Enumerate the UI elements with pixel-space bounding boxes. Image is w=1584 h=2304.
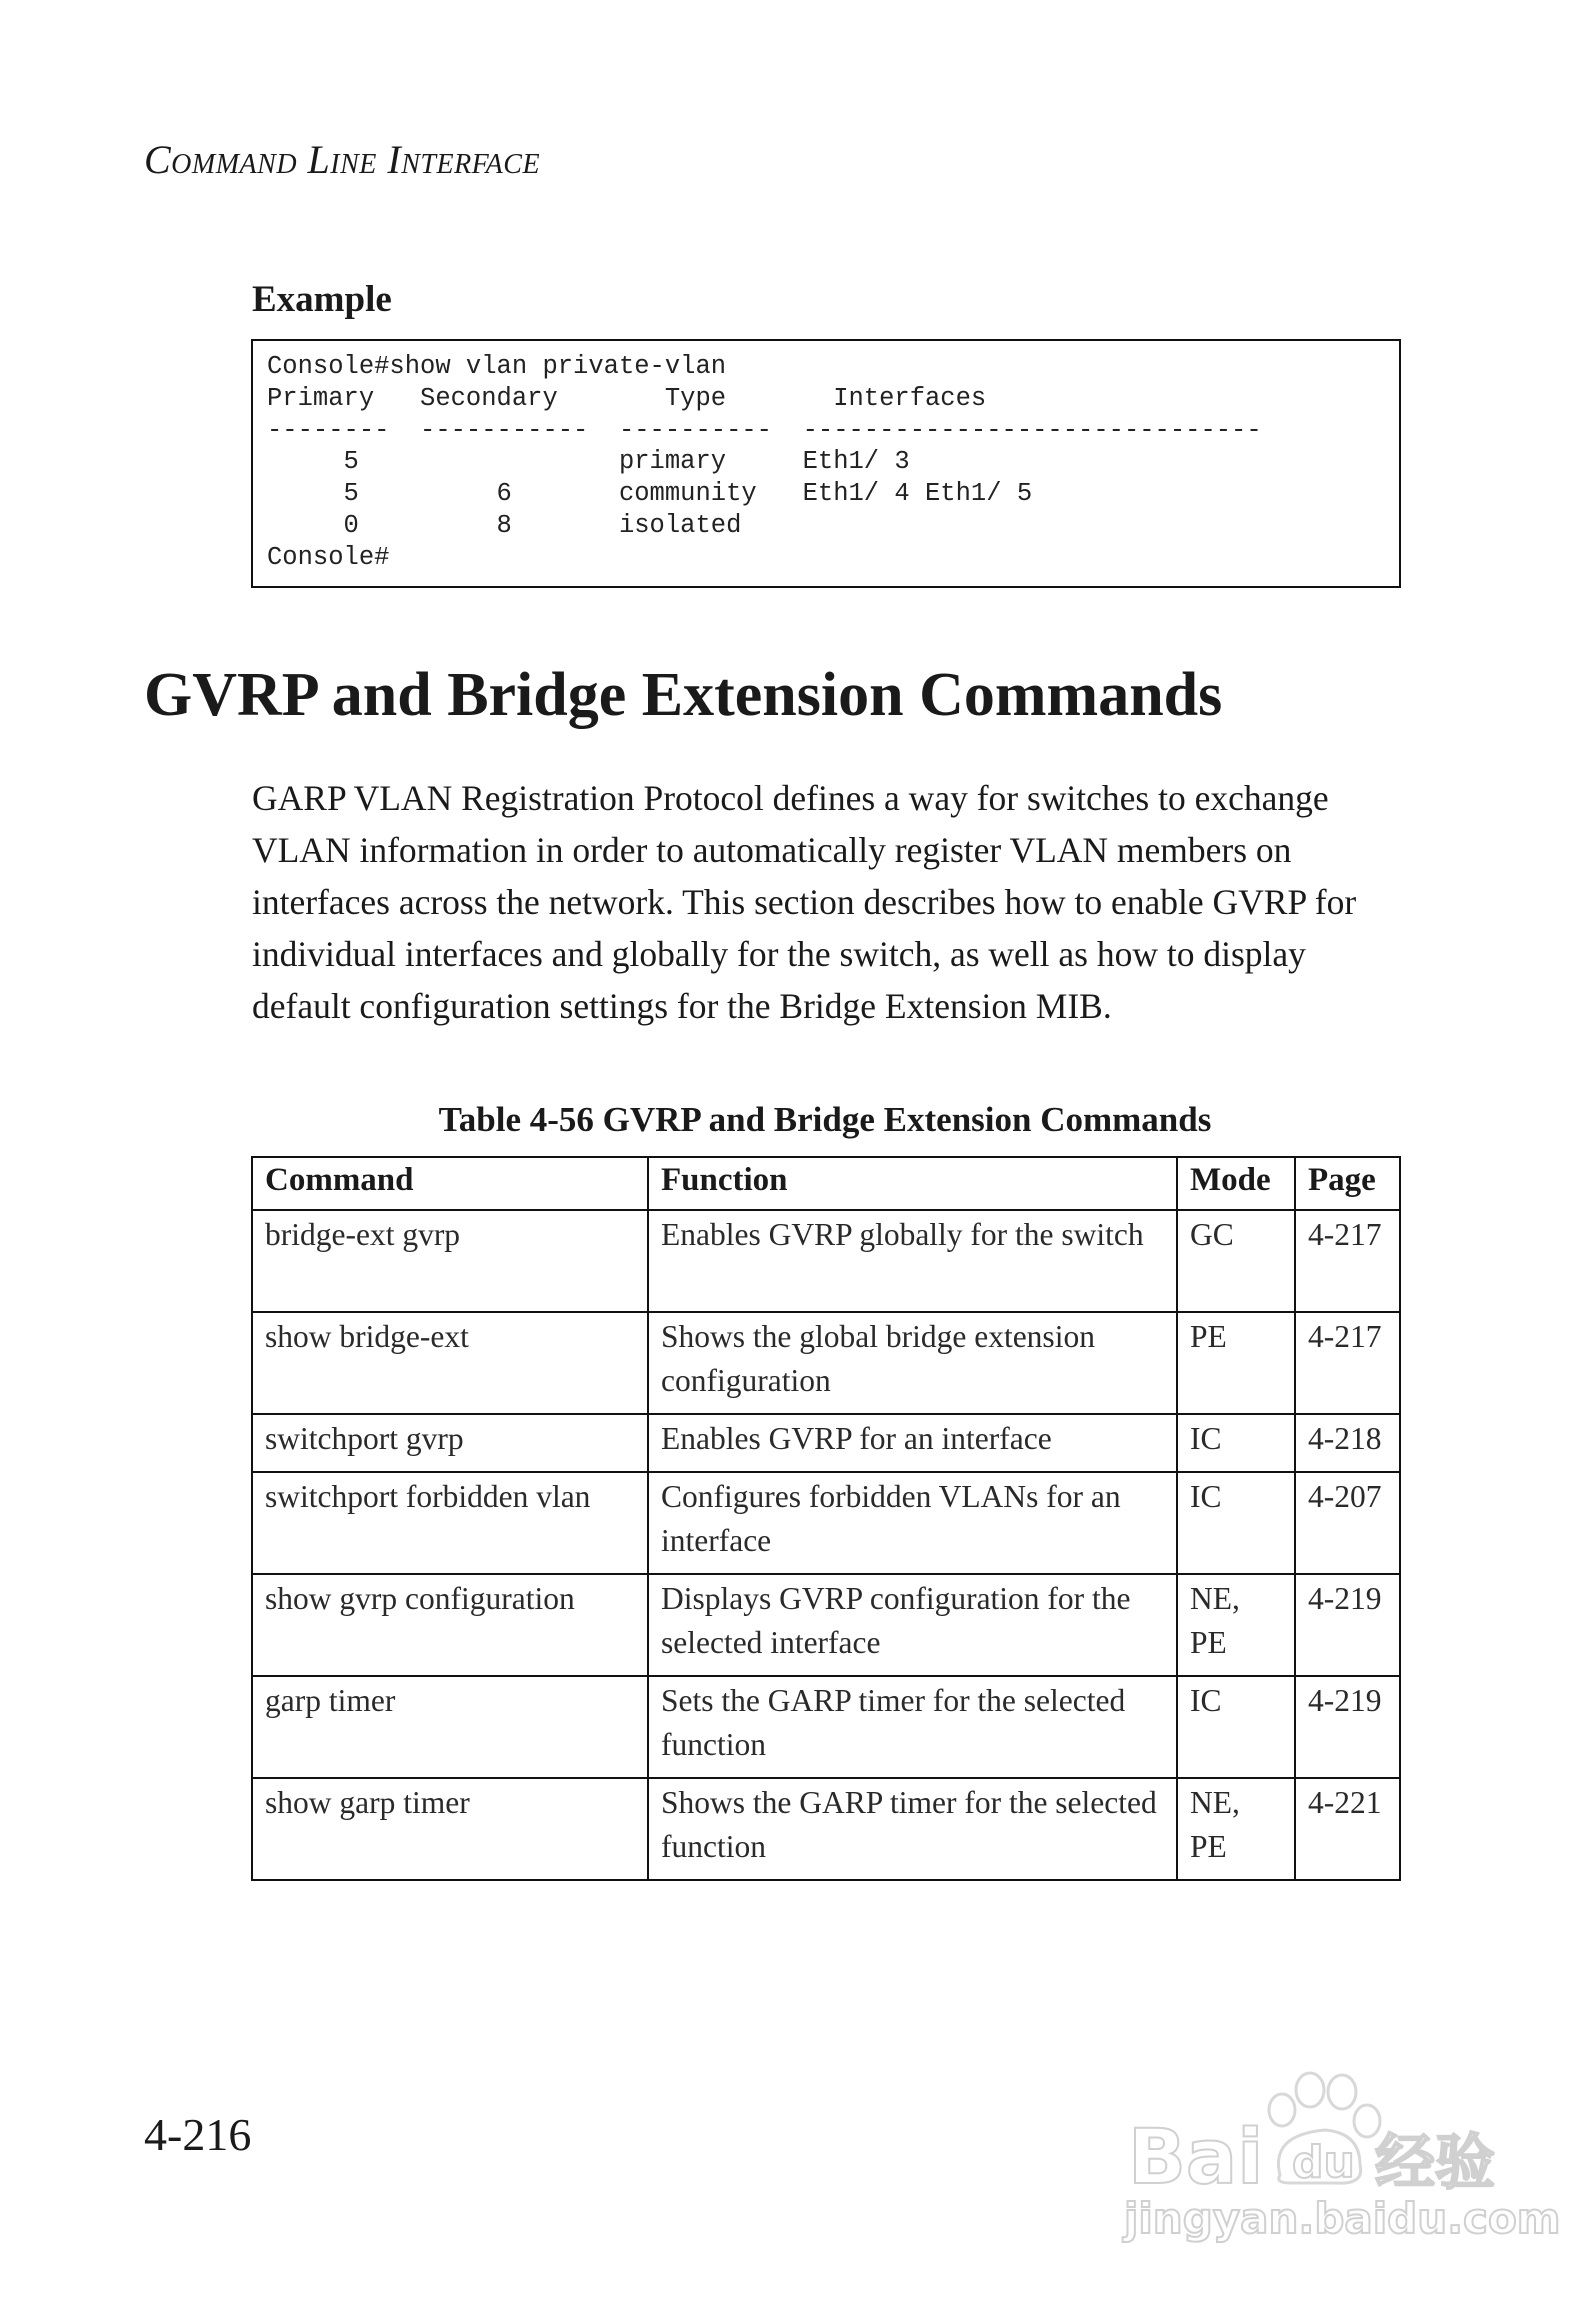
code-example: Console#show vlan private-vlan Primary Secondary Type Interfaces -------- ----------- ---------- ------------------------------ 5 primary Eth1/ 3 5 6 community Eth1/ 4 Eth1/ 5 0 8 isolated Console# [267, 352, 1262, 572]
cell-function: Configures forbidden VLANs for an interface [648, 1472, 1177, 1574]
cell-page: 4-217 [1295, 1210, 1400, 1312]
table-row [252, 1676, 1400, 1778]
cell-function: Displays GVRP configuration for the selected interface [648, 1574, 1177, 1676]
commands-table [251, 1156, 1401, 1881]
table-caption: Table 4-56 GVRP and Bridge Extension Commands [438, 1100, 1212, 1139]
table-header-row [252, 1157, 1400, 1210]
svg-text:du: du [1292, 2137, 1355, 2188]
cell-page: 4-221 [1295, 1778, 1400, 1880]
table-row [252, 1574, 1400, 1676]
cell-page: 4-217 [1295, 1312, 1400, 1414]
section-title: GVRP and Bridge Extension Commands [144, 661, 1223, 729]
table-row [252, 1210, 1400, 1312]
example-heading: Example [252, 279, 392, 320]
cell-page: 4-219 [1295, 1574, 1400, 1676]
cell-page: 4-218 [1295, 1414, 1400, 1472]
cell-mode: IC [1177, 1414, 1295, 1472]
cell-command: switchport forbidden vlan [252, 1472, 648, 1574]
cell-command: show garp timer [252, 1778, 648, 1880]
header-page: Page [1295, 1157, 1400, 1210]
cell-mode: NE, PE [1177, 1778, 1295, 1880]
cell-command: switchport gvrp [252, 1414, 648, 1472]
table-row [252, 1472, 1400, 1574]
cell-function: Shows the global bridge extension configuration [648, 1312, 1177, 1414]
cell-mode: GC [1177, 1210, 1295, 1312]
cell-mode: IC [1177, 1472, 1295, 1574]
cell-command: show gvrp configuration [252, 1574, 648, 1676]
intro-paragraph: GARP VLAN Registration Protocol defines a way for switches to exchange VLAN information in order to automatically register VLAN members on interfaces across the network. This section describes how to enable GVRP for individual interfaces and globally for the switch, as well as how to display default configuration settings for the Bridge Extension MIB. [252, 778, 1357, 1026]
cell-mode: NE, PE [1177, 1574, 1295, 1676]
baidu-paw-icon [1120, 2065, 1561, 2245]
code-example-box [251, 339, 1401, 588]
cell-page: 4-207 [1295, 1472, 1400, 1574]
svg-text:Bai: Bai [1128, 2112, 1264, 2201]
header-mode: Mode [1177, 1157, 1295, 1210]
baidu-watermark-logo [1120, 2065, 1561, 2250]
header-command: Command [252, 1157, 648, 1210]
svg-text:经验: 经验 [1375, 2128, 1495, 2198]
cell-mode: IC [1177, 1676, 1295, 1778]
cell-page: 4-219 [1295, 1676, 1400, 1778]
table-row [252, 1312, 1400, 1414]
table-row [252, 1778, 1400, 1880]
cell-command: show bridge-ext [252, 1312, 648, 1414]
svg-text:jingyan.baidu.com: jingyan.baidu.com [1124, 2194, 1561, 2243]
cell-function: Shows the GARP timer for the selected function [648, 1778, 1177, 1880]
table-row [252, 1414, 1400, 1472]
cell-command: bridge-ext gvrp [252, 1210, 648, 1312]
header-function: Function [648, 1157, 1177, 1210]
cell-function: Enables GVRP globally for the switch [648, 1210, 1177, 1312]
running-head: Command Line Interface [144, 137, 541, 182]
page-number: 4-216 [144, 2109, 252, 2160]
cell-command: garp timer [252, 1676, 648, 1778]
cell-function: Enables GVRP for an interface [648, 1414, 1177, 1472]
cell-function: Sets the GARP timer for the selected function [648, 1676, 1177, 1778]
cell-mode: PE [1177, 1312, 1295, 1414]
